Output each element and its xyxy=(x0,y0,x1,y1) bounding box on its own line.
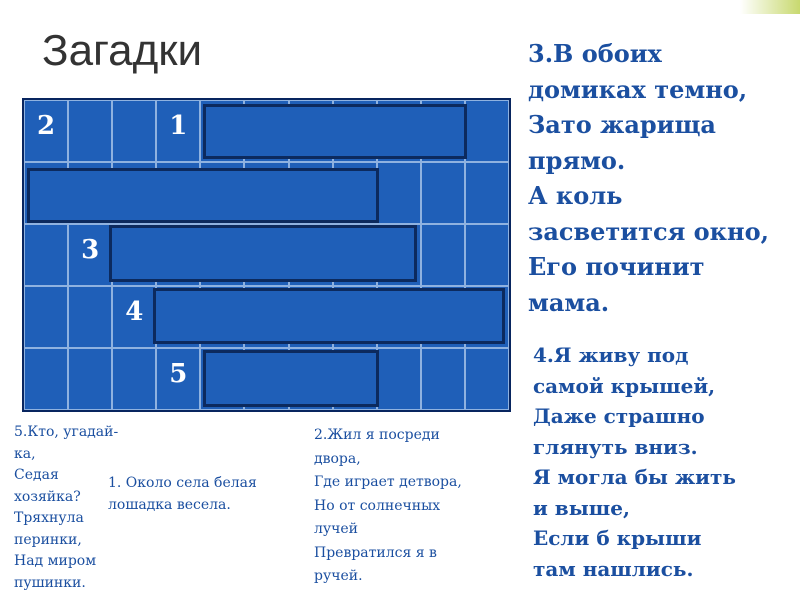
grid-cell xyxy=(68,348,112,410)
grid-cell xyxy=(465,100,509,162)
grid-cell xyxy=(112,348,156,410)
grid-cell xyxy=(112,100,156,162)
grid-cell xyxy=(24,224,68,286)
grid-cell xyxy=(24,286,68,348)
riddle-5: 5.Кто, угадай- ка, Седая хозяйка? Тряхнула перинки, Над миром пушинки. xyxy=(14,424,119,591)
grid-cell xyxy=(421,348,465,410)
grid-cell xyxy=(421,162,465,224)
grid-cell xyxy=(377,162,421,224)
answer-box-3[interactable] xyxy=(109,225,417,282)
grid-cell xyxy=(68,100,112,162)
grid-cell xyxy=(377,348,421,410)
grid-cell xyxy=(68,286,112,348)
grid-cell xyxy=(465,348,509,410)
grid-cell xyxy=(421,224,465,286)
grid-cell xyxy=(465,224,509,286)
riddle-4: 4.Я живу под самой крышей, Даже страшно глянуть вниз. Я могла бы жить и выше, Если б крыши там нашлись. xyxy=(533,343,736,581)
decorative-corner-bar xyxy=(740,0,800,14)
answer-box-1[interactable] xyxy=(203,104,467,159)
riddle-1: 1. Около села белая лошадка весела. xyxy=(108,475,257,513)
grid-cell: 5 xyxy=(156,348,200,410)
page-title: Загадки xyxy=(42,26,203,75)
grid-cell xyxy=(465,162,509,224)
grid-cell: 4 xyxy=(112,286,156,348)
grid-cell: 2 xyxy=(24,100,68,162)
grid-cell xyxy=(24,348,68,410)
answer-box-5[interactable] xyxy=(203,350,379,407)
grid-cell: 1 xyxy=(156,100,200,162)
riddle-2: 2.Жил я посреди двора, Где играет детвора, Но от солнечных лучей Превратился я в ручей. xyxy=(314,427,462,584)
grid-cell: 3 xyxy=(68,224,112,286)
answer-box-4[interactable] xyxy=(153,288,505,344)
answer-box-2[interactable] xyxy=(27,168,379,223)
riddle-3: 3.В обоих домиках темно, Зато жарища прямо. А коль засветится окно, Его починит мама. xyxy=(528,39,769,317)
